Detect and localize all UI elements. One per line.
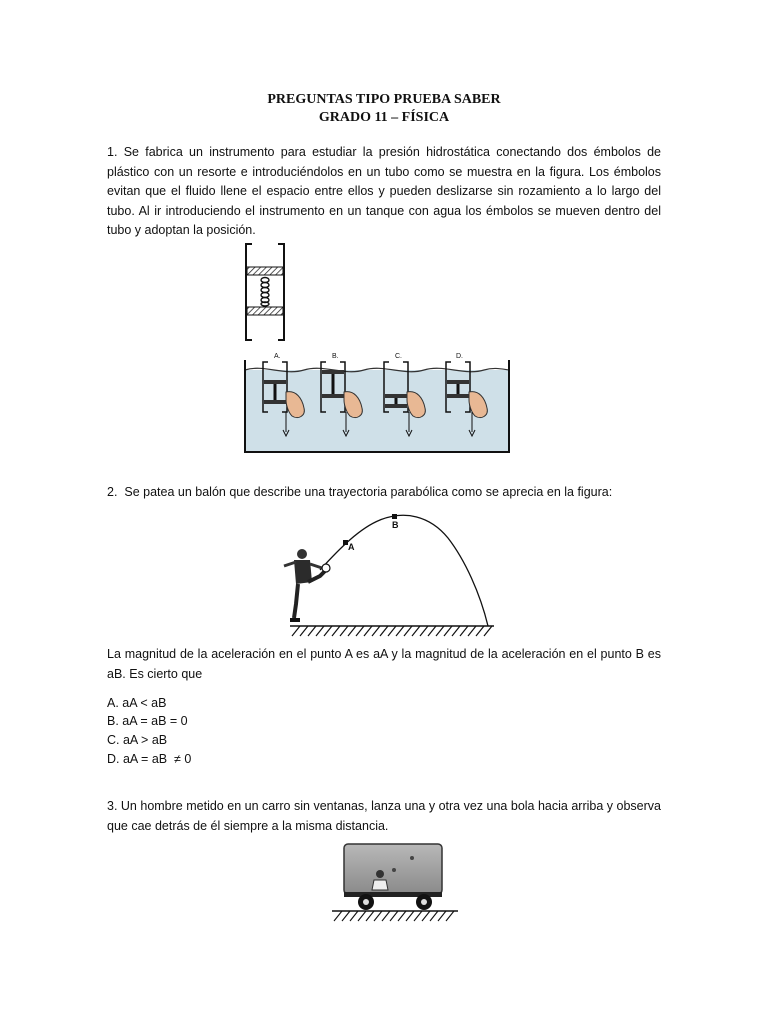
option-d-label: D.: [456, 353, 463, 360]
option-c-label: C.: [395, 353, 402, 360]
document-title: PREGUNTAS TIPO PRUEBA SABER: [267, 92, 501, 107]
answer-option-c: C. aA > aB: [107, 733, 168, 747]
point-a-label: A: [348, 542, 355, 552]
option-b-label: B.: [332, 353, 339, 360]
question-2-statement: La magnitud de la aceleración en el punto A es aA y la magnitud de la aceleración en el punto B es aB. Es cierto que: [107, 647, 661, 681]
answer-option-b: B. aA = aB = 0: [107, 714, 188, 728]
question-2-text: 2. Se patea un balón que describe una trayectoria parabólica como se aprecia en la figura:: [107, 485, 613, 499]
point-b-label: B: [392, 520, 399, 530]
answer-option-d: D. aA = aB ≠ 0: [107, 752, 192, 766]
car-figure: [330, 842, 460, 926]
trajectory-figure: [280, 508, 500, 640]
answer-option-a: A. aA < aB: [107, 696, 167, 710]
instrument-figure: [240, 242, 290, 342]
question-3-text: 3. Un hombre metido en un carro sin ventanas, lanza una y otra vez una bola hacia arriba y observa que cae detrás de él siempre a la misma distancia.: [107, 799, 661, 833]
soccer-player-icon: [284, 549, 330, 622]
water-tank-figure: [244, 350, 510, 454]
point-b-marker: [392, 514, 397, 519]
question-1-text: 1. Se fabrica un instrumento para estudiar la presión hidrostática conectando dos émbolos de plástico con un resorte e introduciéndolos en un tubo como se muestra en la figura. Los émbolos evitan que el fluido llene el espacio entre ellos y pueden deslizarse sin rozamiento a lo largo del tubo. Al ir introduciendo el instrumento en un tanque con agua los émbolos se mueven dentro del tubo y adoptan la posición.: [107, 145, 661, 237]
document-subtitle: GRADO 11 – FÍSICA: [318, 110, 450, 125]
option-a-label: A.: [274, 353, 281, 360]
